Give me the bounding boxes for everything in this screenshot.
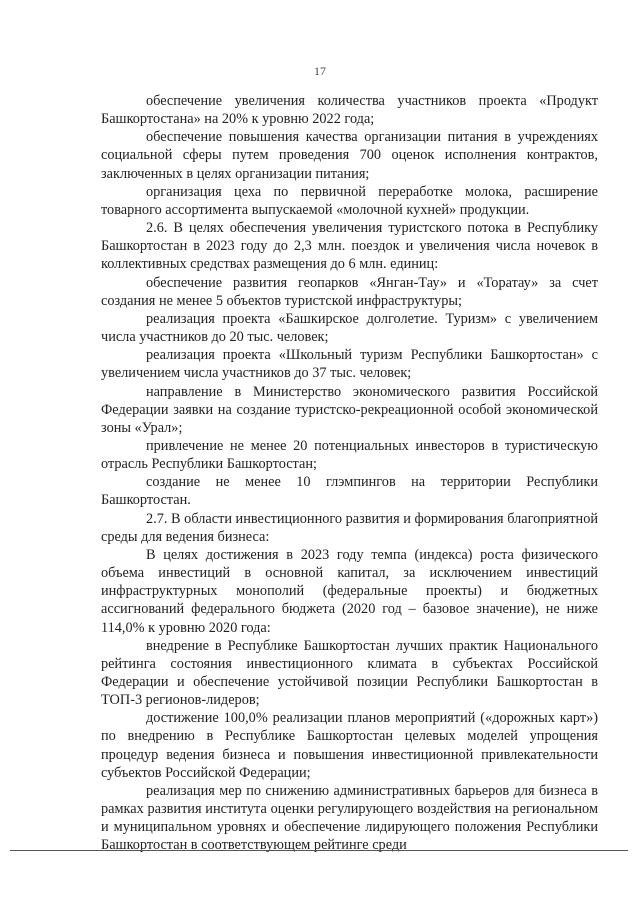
- document-body: [101, 92, 598, 855]
- paragraph: организация цеха по первичной переработке молока, расширение товарного ассортимента выпускаемой «молочной кухней» продукции.: [101, 183, 598, 218]
- page-number: 17: [314, 64, 326, 78]
- paragraph: обеспечение развития геопарков «Янган-Тау» и «Торатау» за счет создания не менее 5 объектов туристской инфраструктуры;: [101, 274, 598, 309]
- paragraph: реализация проекта «Башкирское долголетие. Туризм» с увеличением числа участников до 20 тыс. человек;: [101, 310, 598, 346]
- section-heading-2-7: 2.7. В области инвестиционного развития и формирования благоприятной среды для ведения бизнеса:: [101, 510, 598, 545]
- paragraph: привлечение не менее 20 потенциальных инвесторов в туристическую отрасль Республики Башкортостан;: [101, 437, 598, 473]
- paragraph: реализация проекта «Школьный туризм Республики Башкортостан» с увеличением числа участников до 37 тыс. человек;: [101, 347, 598, 382]
- paragraph: обеспечение повышения качества организации питания в учреждениях социальной сферы путем проведения 700 оценок исполнения контрактов, заключенных в целях организации питания;: [101, 129, 598, 182]
- paragraph: создание не менее 10 глэмпингов на территории Республики Башкортостан.: [101, 474, 598, 509]
- section-heading-2-6: 2.6. В целях обеспечения увеличения туристского потока в Республику Башкортостан в 2023 году до 2,3 млн. поездок и увеличения числа ночевок в коллективных средствах размещения до 6 млн. единиц:: [101, 220, 598, 273]
- paragraph: реализация мер по снижению административных барьеров для бизнеса в рамках развития института оценки регулирующего воздействия на региональном и муниципальном уровнях и обеспечение лидирующего положения Республики Башкортостан в соответствующем рейтинге среди: [101, 782, 598, 854]
- paragraph: В целях достижения в 2023 году темпа (индекса) роста физического объема инвестиций в основной капитал, за исключением инвестиций инфраструктурных монополий (федеральные проекты) и бюджетных ассигнований федерального бюджета (2020 год – базовое значение), не ниже 114,0% к уровню 2020 года:: [101, 546, 598, 636]
- paragraph: обеспечение увеличения количества участников проекта «Продукт Башкортостана» на 20% к уровню 2022 года;: [101, 93, 598, 128]
- paragraph: достижение 100,0% реализации планов мероприятий («дорожных карт») по внедрению в Республике Башкортостан целевых моделей упрощения процедур ведения бизнеса и повышения инвестиционной привлекательности субъектов Российской Федерации;: [101, 710, 598, 781]
- paragraph: внедрение в Республике Башкортостан лучших практик Национального рейтинга состояния инвестиционного климата в субъектах Российской Федерации и обеспечение устойчивой позиции Республики Башкортостан в ТОП-3 регионов-лидеров;: [101, 637, 598, 709]
- footer-rule: [10, 850, 628, 851]
- paragraph: направление в Министерство экономического развития Российской Федерации заявки на создание туристско-рекреационной особой экономической зоны «Урал»;: [101, 383, 598, 436]
